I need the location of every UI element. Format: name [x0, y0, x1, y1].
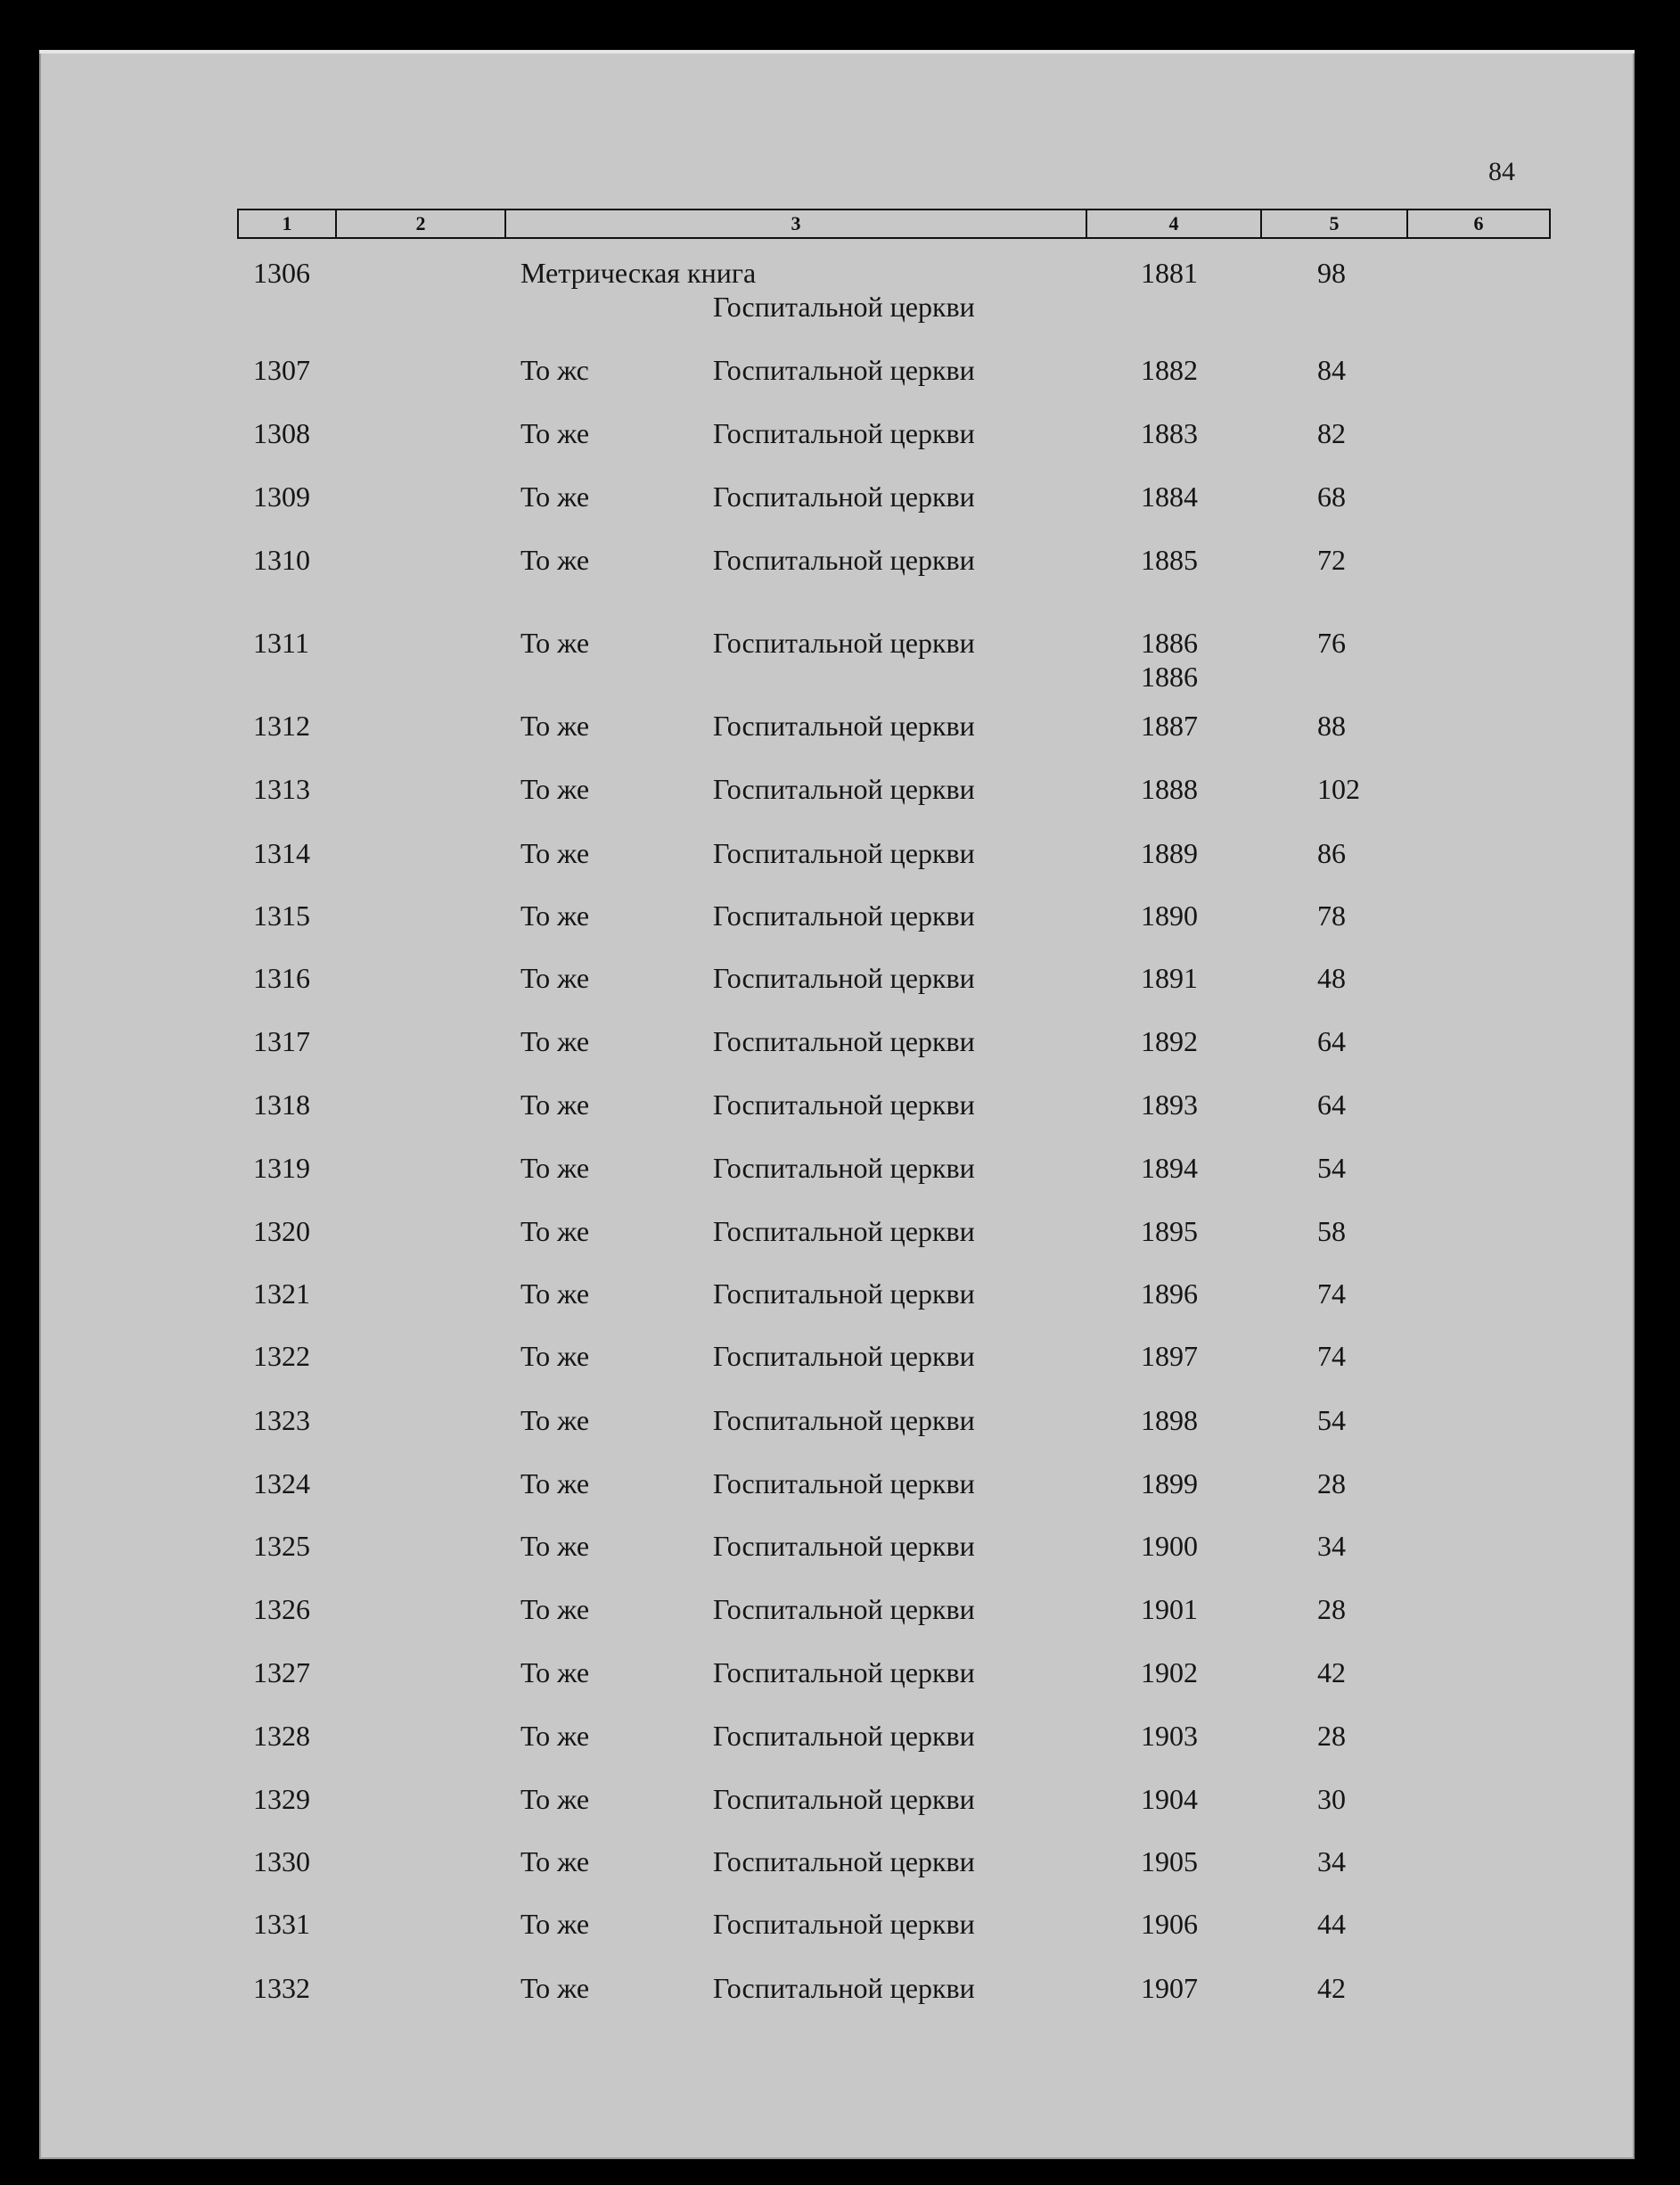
record-year: 1890: [1141, 899, 1198, 932]
record-church: Госпитальной церкви: [713, 1845, 975, 1877]
table-row: [0, 1404, 1680, 1458]
record-page-count: 44: [1317, 1908, 1346, 1940]
record-page-count: 30: [1317, 1783, 1346, 1815]
table-row: [0, 899, 1680, 953]
record-description: То же: [520, 1088, 590, 1121]
table-row: [0, 837, 1680, 891]
record-description: То же: [520, 1152, 590, 1184]
record-year: 1899: [1141, 1467, 1198, 1499]
record-year: 1905: [1141, 1845, 1198, 1877]
record-church: Госпитальной церкви: [713, 354, 975, 386]
record-church: Госпитальной церкви: [713, 837, 975, 869]
record-page-count: 102: [1317, 773, 1360, 805]
record-description: То же: [520, 773, 590, 805]
record-church: Госпитальной церкви: [713, 1277, 975, 1310]
table-row: [0, 1340, 1680, 1393]
table-row: [0, 1972, 1680, 2025]
table-row: [0, 962, 1680, 1015]
record-number: 1328: [253, 1720, 310, 1752]
record-description: То же: [520, 899, 590, 932]
table-row: [0, 257, 1680, 323]
record-church: Госпитальной церкви: [713, 962, 975, 994]
record-page-count: 54: [1317, 1404, 1346, 1436]
table-row: [0, 1467, 1680, 1521]
record-description: То же: [520, 1025, 590, 1057]
record-description: То же: [520, 710, 590, 742]
table-row: [0, 1088, 1680, 1142]
record-year: 1902: [1141, 1656, 1198, 1688]
record-number: 1325: [253, 1530, 310, 1562]
record-year: 1887: [1141, 710, 1198, 742]
record-number: 1307: [253, 354, 310, 386]
record-page-count: 64: [1317, 1088, 1346, 1121]
record-description: То же: [520, 1656, 590, 1688]
record-year: 1892: [1141, 1025, 1198, 1057]
column-header-1: 1: [239, 210, 337, 237]
record-description: Метрическая книга: [520, 257, 757, 289]
table-row: [0, 1025, 1680, 1079]
record-description: То же: [520, 1340, 590, 1372]
record-page-count: 74: [1317, 1340, 1346, 1372]
record-church: Госпитальной церкви: [713, 1340, 975, 1372]
table-row: [0, 1277, 1680, 1331]
record-number: 1321: [253, 1277, 310, 1310]
record-number: 1319: [253, 1152, 310, 1184]
record-description: То же: [520, 1593, 590, 1625]
record-page-count: 76: [1317, 627, 1346, 659]
record-page-count: 86: [1317, 837, 1346, 869]
record-page-count: 64: [1317, 1025, 1346, 1057]
record-year: 1884: [1141, 481, 1198, 513]
record-description: То же: [520, 837, 590, 869]
record-year: 1898: [1141, 1404, 1198, 1436]
table-row: [0, 544, 1680, 597]
record-church: Госпитальной церкви: [713, 544, 975, 576]
record-number: 1306: [253, 257, 310, 289]
record-page-count: 78: [1317, 899, 1346, 932]
record-number: 1332: [253, 1972, 310, 2004]
record-year: 1904: [1141, 1783, 1198, 1815]
table-row: [0, 1215, 1680, 1269]
record-church: Госпитальной церкви: [713, 1972, 975, 2004]
record-number: 1316: [253, 962, 310, 994]
record-church: Госпитальной церкви: [713, 1783, 975, 1815]
record-description: То же: [520, 1783, 590, 1815]
record-description: То же: [520, 627, 590, 659]
record-church: Госпитальной церкви: [713, 1656, 975, 1688]
record-page-count: 58: [1317, 1215, 1346, 1247]
record-description: То же: [520, 1908, 590, 1940]
table-row: [0, 1908, 1680, 1961]
record-church: Госпитальной церкви: [713, 627, 975, 659]
record-number: 1327: [253, 1656, 310, 1688]
record-year: 1893: [1141, 1088, 1198, 1121]
record-page-count: 88: [1317, 710, 1346, 742]
record-church: Госпитальной церкви: [713, 1152, 975, 1184]
record-page-count: 34: [1317, 1845, 1346, 1877]
record-number: 1324: [253, 1467, 310, 1499]
record-page-count: 98: [1317, 257, 1346, 289]
record-description: То же: [520, 1720, 590, 1752]
record-page-count: 28: [1317, 1593, 1346, 1625]
table-row: [0, 627, 1680, 693]
record-church: Госпитальной церкви: [713, 1720, 975, 1752]
record-description: То же: [520, 1215, 590, 1247]
record-page-count: 48: [1317, 962, 1346, 994]
table-row: [0, 354, 1680, 407]
record-number: 1322: [253, 1340, 310, 1372]
column-header-5: 5: [1262, 210, 1408, 237]
record-year: 1888: [1141, 773, 1198, 805]
record-year: 1895: [1141, 1215, 1198, 1247]
record-description: То же: [520, 1277, 590, 1310]
record-description: То же: [520, 1404, 590, 1436]
record-description: То же: [520, 417, 590, 449]
record-page-count: 34: [1317, 1530, 1346, 1562]
record-church: Госпитальной церкви: [713, 291, 975, 323]
column-header-3: 3: [506, 210, 1087, 237]
table-row: [0, 773, 1680, 826]
record-number: 1313: [253, 773, 310, 805]
record-number: 1315: [253, 899, 310, 932]
record-description: То же: [520, 1530, 590, 1562]
table-row: [0, 1656, 1680, 1710]
record-number: 1309: [253, 481, 310, 513]
record-description: То же: [520, 1845, 590, 1877]
record-number: 1323: [253, 1404, 310, 1436]
record-year: 1896: [1141, 1277, 1198, 1310]
record-church: Госпитальной церкви: [713, 899, 975, 932]
record-church: Госпитальной церкви: [713, 773, 975, 805]
record-number: 1308: [253, 417, 310, 449]
record-church: Госпитальной церкви: [713, 1088, 975, 1121]
column-header-2: 2: [337, 210, 506, 237]
record-year: 1903: [1141, 1720, 1198, 1752]
record-description: То же: [520, 962, 590, 994]
record-number: 1317: [253, 1025, 310, 1057]
record-number: 1330: [253, 1845, 310, 1877]
record-year: 1897: [1141, 1340, 1198, 1372]
record-church: Госпитальной церкви: [713, 1593, 975, 1625]
record-page-count: 72: [1317, 544, 1346, 576]
record-page-count: 74: [1317, 1277, 1346, 1310]
table-row: [0, 1720, 1680, 1773]
table-row: [0, 1530, 1680, 1583]
table-row: [0, 417, 1680, 471]
record-description: То жс: [520, 354, 589, 386]
record-church: Госпитальной церкви: [713, 1404, 975, 1436]
record-description: То же: [520, 481, 590, 513]
record-year: 1900: [1141, 1530, 1198, 1562]
table-row: [0, 710, 1680, 763]
record-year: 1886: [1141, 627, 1198, 659]
record-page-count: 42: [1317, 1656, 1346, 1688]
record-number: 1310: [253, 544, 310, 576]
record-number: 1314: [253, 837, 310, 869]
record-page-count: 42: [1317, 1972, 1346, 2004]
record-church: Госпитальной церкви: [713, 1908, 975, 1940]
record-church: Госпитальной церкви: [713, 1530, 975, 1562]
record-page-count: 28: [1317, 1720, 1346, 1752]
record-year: 1882: [1141, 354, 1198, 386]
page-top-edge: [39, 50, 1635, 53]
record-page-count: 82: [1317, 417, 1346, 449]
record-year: 1891: [1141, 962, 1198, 994]
record-church: Госпитальной церкви: [713, 1025, 975, 1057]
column-header-6: 6: [1473, 212, 1484, 234]
record-year-secondary: 1886: [1141, 661, 1198, 693]
record-number: 1311: [253, 627, 309, 659]
record-church: Госпитальной церкви: [713, 1215, 975, 1247]
column-header-row: [237, 209, 1551, 239]
record-description: То же: [520, 1972, 590, 2004]
record-number: 1326: [253, 1593, 310, 1625]
table-row: [0, 1845, 1680, 1899]
table-row: [0, 1593, 1680, 1647]
record-year: 1881: [1141, 257, 1198, 289]
record-page-count: 28: [1317, 1467, 1346, 1499]
record-church: Госпитальной церкви: [713, 417, 975, 449]
record-number: 1312: [253, 710, 310, 742]
record-year: 1906: [1141, 1908, 1198, 1940]
record-year: 1901: [1141, 1593, 1198, 1625]
record-number: 1320: [253, 1215, 310, 1247]
record-year: 1894: [1141, 1152, 1198, 1184]
table-row: [0, 1152, 1680, 1205]
record-description: То же: [520, 544, 590, 576]
record-page-count: 84: [1317, 354, 1346, 386]
table-row: [0, 1783, 1680, 1836]
record-number: 1318: [253, 1088, 310, 1121]
record-year: 1883: [1141, 417, 1198, 449]
record-year: 1889: [1141, 837, 1198, 869]
column-header-4: 4: [1087, 210, 1262, 237]
record-number: 1329: [253, 1783, 310, 1815]
record-church: Госпитальной церкви: [713, 481, 975, 513]
record-church: Госпитальной церкви: [713, 710, 975, 742]
table-row: [0, 481, 1680, 534]
record-year: 1907: [1141, 1972, 1198, 2004]
record-year: 1885: [1141, 544, 1198, 576]
record-church: Госпитальной церкви: [713, 1467, 975, 1499]
record-page-count: 54: [1317, 1152, 1346, 1184]
record-description: То же: [520, 1467, 590, 1499]
page-number: 84: [1488, 157, 1515, 186]
record-page-count: 68: [1317, 481, 1346, 513]
record-number: 1331: [253, 1908, 310, 1940]
